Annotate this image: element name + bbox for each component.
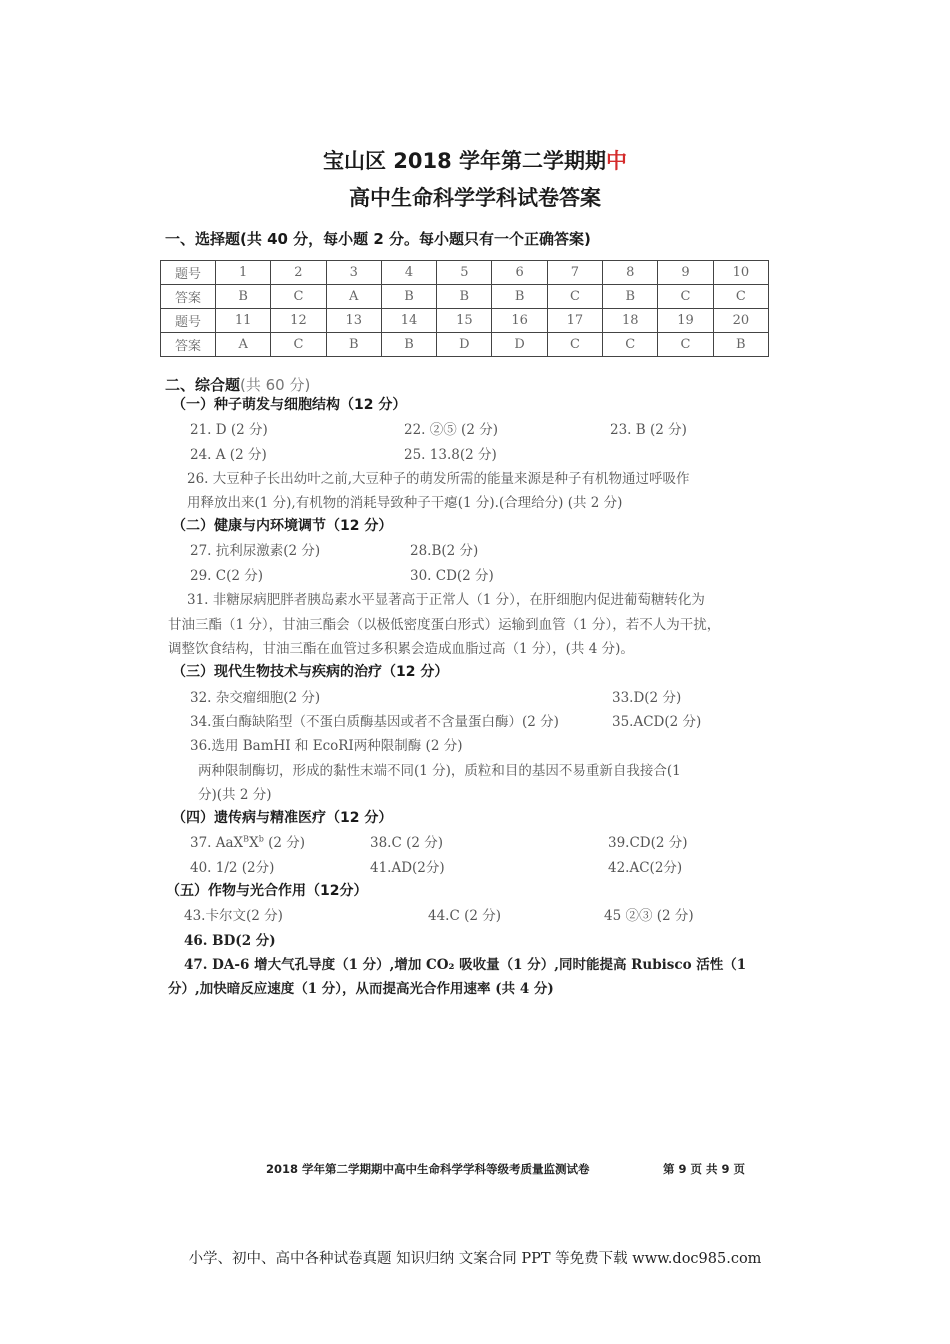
section2-heading (165, 374, 310, 395)
answer-31-line3: 调整饮食结构，甘油三酯在血管过多积累会造成血脂过高（1 分），(共 4 分)。 (168, 641, 634, 657)
table-cell: C (271, 285, 326, 309)
table-cell: B (216, 285, 271, 309)
bottom-banner: 小学、初中、高中各种试卷真题 知识归纳 文案合同 PPT 等免费下载 www.doc985.com (188, 1251, 762, 1267)
page-number: 第 9 页 共 9 页 (663, 1162, 746, 1176)
table-cell: 17 (547, 309, 602, 333)
answer-36-line3: 分)(共 2 分) (198, 787, 272, 803)
table-row-label: 题号 (161, 261, 216, 285)
answer-47-line1: 47. DA-6 增大气孔导度（1 分）,增加 CO₂ 吸收量（1 分）,同时能提高 Rubisco 活性（1 (184, 957, 747, 973)
answer-31-line1: 31. 非糖尿病肥胖者胰岛素水平显著高于正常人（1 分），在肝细胞内促进葡萄糖转化为 (187, 592, 705, 608)
table-cell: B (713, 333, 768, 357)
table-cell: B (381, 333, 436, 357)
answer-35: 35.ACD(2 分) (612, 714, 702, 730)
table-cell: 18 (603, 309, 658, 333)
table-cell: 13 (326, 309, 381, 333)
table-cell: 15 (437, 309, 492, 333)
table-cell: 3 (326, 261, 381, 285)
table-cell: 8 (603, 261, 658, 285)
table-cell: 11 (216, 309, 271, 333)
answer-44: 44.C (2 分) (428, 908, 502, 924)
table-cell: C (547, 333, 602, 357)
table-cell: 9 (658, 261, 713, 285)
title-highlight: 中 (606, 149, 628, 173)
table-cell: C (658, 333, 713, 357)
table-cell: D (492, 333, 547, 357)
answer-24: 24. A (2 分) (190, 447, 267, 463)
answer-41: 41.AD(2分) (370, 860, 445, 876)
table-cell: B (381, 285, 436, 309)
answer-46: 46. BD(2 分) (184, 933, 276, 949)
answer-39: 39.CD(2 分) (608, 835, 688, 851)
answer-28: 28.B(2 分) (410, 543, 479, 559)
answer-47-line2: 分）,加快暗反应速度（1 分），从而提高光合作用速率 (共 4 分) (168, 981, 554, 997)
table-cell: 14 (381, 309, 436, 333)
table-cell: C (547, 285, 602, 309)
answer-33: 33.D(2 分) (612, 690, 682, 706)
table-cell: 5 (437, 261, 492, 285)
table-row (161, 309, 769, 333)
table-row (161, 261, 769, 285)
answer-40: 40. 1/2 (2分) (190, 860, 275, 876)
table-cell: C (713, 285, 768, 309)
answer-34: 34.蛋白酶缺陷型（不蛋白质酶基因或者不含量蛋白酶）(2 分) (190, 714, 559, 730)
answer-26-line2: 用释放出来(1 分),有机物的消耗导致种子干瘪(1 分).(合理给分) (共 2 分) (187, 495, 623, 511)
answer-21: 21. D (2 分) (190, 422, 268, 438)
answer-37-superscript: b (258, 834, 264, 844)
answer-32: 32. 杂交瘤细胞(2 分) (190, 690, 321, 706)
table-cell: B (437, 285, 492, 309)
answer-38: 38.C (2 分) (370, 835, 444, 851)
answer-43: 43.卡尔文(2 分) (184, 908, 283, 924)
table-cell: C (271, 333, 326, 357)
part5-heading: （五）作物与光合作用（12分） (166, 883, 368, 899)
table-cell: 20 (713, 309, 768, 333)
table-cell: 12 (271, 309, 326, 333)
table-cell: 7 (547, 261, 602, 285)
answer-37-text: X (249, 835, 259, 851)
answer-37 (190, 831, 305, 851)
part1-heading: （一）种子萌发与细胞结构（12 分） (172, 397, 407, 413)
table-cell: 19 (658, 309, 713, 333)
section2-title: 二、综合题 (165, 376, 241, 394)
table-cell: 1 (216, 261, 271, 285)
table-cell: A (326, 285, 381, 309)
table-cell: B (603, 285, 658, 309)
table-row (161, 333, 769, 357)
answer-37-text: 37. AaX (190, 835, 244, 851)
page-subtitle: 高中生命科学学科试卷答案 (349, 186, 601, 210)
answer-25: 25. 13.8(2 分) (404, 447, 497, 463)
table-cell: 4 (381, 261, 436, 285)
section2-score: (共 60 分) (240, 376, 311, 394)
table-row (161, 285, 769, 309)
title-text: 宝山区 2018 学年第二学期期 (322, 149, 607, 173)
table-row-label: 答案 (161, 285, 216, 309)
table-row-label: 题号 (161, 309, 216, 333)
table-cell: C (603, 333, 658, 357)
answer-30: 30. CD(2 分) (410, 568, 494, 584)
part2-heading: （二）健康与内环境调节（12 分） (172, 518, 393, 534)
answer-45: 45 ②③ (2 分) (604, 908, 694, 924)
part4-heading: （四）遗传病与精准医疗（12 分） (172, 810, 393, 826)
page-title (0, 145, 950, 175)
answer-42: 42.AC(2分) (608, 860, 683, 876)
answer-27: 27. 抗利尿激素(2 分) (190, 543, 321, 559)
table-cell: D (437, 333, 492, 357)
table-cell: C (658, 285, 713, 309)
answer-36-line2: 两种限制酶切，形成的黏性末端不同(1 分)，质粒和目的基因不易重新自我接合(1 (198, 763, 681, 779)
answer-22: 22. ②⑤ (2 分) (404, 422, 498, 438)
table-cell: 2 (271, 261, 326, 285)
table-cell: 6 (492, 261, 547, 285)
answer-31-line2: 甘油三酯（1 分），甘油三酯会（以极低密度蛋白形式）运输到血管（1 分），若不人为干扰， (168, 617, 721, 633)
part3-heading: （三）现代生物技术与疾病的治疗（12 分） (172, 664, 449, 680)
answer-29: 29. C(2 分) (190, 568, 264, 584)
table-cell: 16 (492, 309, 547, 333)
answer-37-superscript: B (243, 834, 250, 844)
section1-heading: 一、选择题(共 40 分，每小题 2 分。每小题只有一个正确答案) (165, 230, 591, 248)
table-cell: A (216, 333, 271, 357)
table-cell: B (326, 333, 381, 357)
answer-37-text: (2 分) (263, 835, 306, 851)
answer-23: 23. B (2 分) (610, 422, 687, 438)
footer-title: 2018 学年第二学期期中高中生命科学学科等级考质量监测试卷 (266, 1162, 590, 1176)
answer-table (160, 260, 769, 357)
answer-26-line1: 26. 大豆种子长出幼叶之前,大豆种子的萌发所需的能量来源是种子有机物通过呼吸作 (187, 471, 690, 487)
table-cell: 10 (713, 261, 768, 285)
table-row-label: 答案 (161, 333, 216, 357)
answer-36-line1: 36.选用 BamHI 和 EcoRⅠ两种限制酶 (2 分) (190, 738, 463, 754)
table-cell: B (492, 285, 547, 309)
